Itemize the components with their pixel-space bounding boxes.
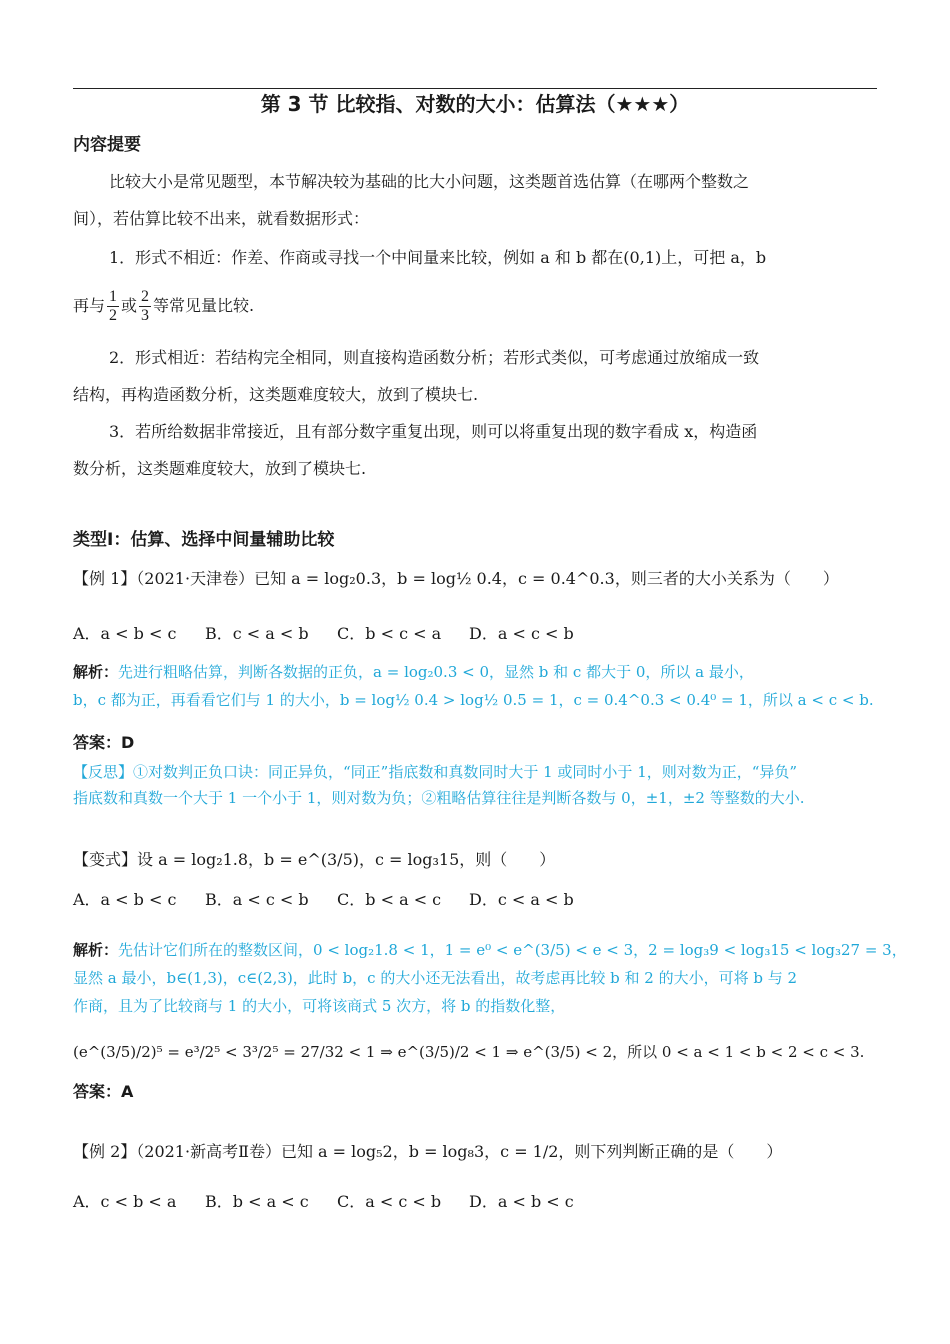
example2-options: [73, 1190, 877, 1214]
fraction-one-half: $\frac{1}{2}$: [109, 288, 118, 324]
summary-intro-2: 间），若估算比较不出来，就看数据形式：: [73, 209, 370, 228]
item1-pre: 再与: [73, 296, 106, 315]
summary-item3-line1: 3．若所给数据非常接近，且有部分数字重复出现，则可以将重复出现的数字看成 x，构造函: [109, 422, 758, 441]
summary-heading: 内容提要: [73, 135, 141, 155]
variant-options: [73, 888, 877, 912]
example1-option-b[interactable]: B．c < a < b: [205, 624, 309, 643]
example1-question: 【例 1】（2021·天津卷）已知 a = log₂0.3，b = log½ 0.4，c = 0.4^0.3，则三者的大小关系为（ ）: [73, 569, 839, 588]
example1-analysis-2: b，c 都为正，再看看它们与 1 的大小，b = log½ 0.4 > log½ 0.5 = 1，c = 0.4^0.3 < 0.4⁰ = 1，所以 a < c < b.: [73, 691, 874, 709]
summary-item2-line1: 2．形式相近：若结构完全相同，则直接构造函数分析；若形式类似，可考虑通过放缩成一致: [109, 348, 760, 367]
example2-option-c[interactable]: C．a < c < b: [337, 1192, 442, 1211]
variant-analysis-4: (e^(3/5)/2)⁵ = e³/2⁵ < 3³/2⁵ = 27/32 < 1 ⇒ e^(3/5)/2 < 1 ⇒ e^(3/5) < 2，所以 0 < a < 1 < b < 2 < c < 3.: [73, 1043, 865, 1061]
example1-answer: 答案：D: [73, 733, 135, 752]
variant-analysis-3: 作商，且为了比较商与 1 的大小，可将该商式 5 次方，将 b 的指数化整，: [73, 997, 566, 1015]
example1-options: [73, 622, 877, 646]
summary-item1-line1: 1．形式不相近：作差、作商或寻找一个中间量来比较，例如 a 和 b 都在(0,1)上，可把 a，b: [109, 248, 767, 267]
top-rule: [73, 88, 877, 89]
example1-reflection-1: 【反思】①对数判正负口诀：同正异负，“同正”指底数和真数同时大于 1 或同时小于 1，则对数为正，“异负”: [73, 763, 798, 781]
example2-option-d[interactable]: D．a < b < c: [469, 1192, 574, 1211]
analysis-label: 解析：: [73, 663, 119, 681]
item1-post: 等常见量比较.: [153, 296, 255, 315]
item1-mid: 或: [121, 296, 138, 315]
fraction-two-thirds: $\frac{2}{3}$: [141, 288, 150, 324]
example1-reflection-2: 指底数和真数一个大于 1 一个小于 1，则对数为负；②粗略估算往往是判断各数与 0，±1，±2 等整数的大小.: [73, 789, 805, 807]
summary-item1-line2: [73, 286, 877, 326]
variant-question: 【变式】设 a = log₂1.8，b = e^(3/5)，c = log₃15，则（ ）: [73, 850, 556, 869]
variant-option-c[interactable]: C．b < a < c: [337, 890, 442, 909]
variant-option-a[interactable]: A．a < b < c: [73, 890, 177, 909]
example1-option-c[interactable]: C．b < c < a: [337, 624, 442, 643]
summary-item2-line2: 结构，再构造函数分析，这类题难度较大，放到了模块七.: [73, 385, 479, 404]
example1-option-d[interactable]: D．a < c < b: [469, 624, 574, 643]
variant-analysis-2: 显然 a 最小，b∈(1,3)，c∈(2,3)，此时 b，c 的大小还无法看出，故考虑再比较 b 和 2 的大小，可将 b 与 2: [73, 969, 798, 987]
section-title: 第 3 节 比较指、对数的大小：估算法（★★★）: [260, 92, 690, 116]
example1-analysis-1: [73, 660, 877, 684]
variant-analysis-1: [73, 938, 907, 962]
variant-option-b[interactable]: B．a < c < b: [205, 890, 309, 909]
variant-option-d[interactable]: D．c < a < b: [469, 890, 574, 909]
example2-option-a[interactable]: A．c < b < a: [73, 1192, 177, 1211]
type1-heading: 类型Ⅰ：估算、选择中间量辅助比较: [73, 530, 335, 550]
variant-analysis-text: 先估计它们所在的整数区间，0 < log₂1.8 < 1，1 = e⁰ < e^(3/5) < e < 3，2 = log₃9 < log₃15 < log₃27 = 3，: [118, 941, 907, 959]
summary-item3-line2: 数分析，这类题难度较大，放到了模块七.: [73, 459, 367, 478]
example2-option-b[interactable]: B．b < a < c: [205, 1192, 309, 1211]
variant-answer: 答案：A: [73, 1082, 134, 1101]
summary-intro-1: 比较大小是常见题型，本节解决较为基础的比大小问题，这类题首选估算（在哪两个整数之: [109, 172, 750, 191]
analysis-text: 先进行粗略估算，判断各数据的正负，a = log₂0.3 < 0，显然 b 和 c 都大于 0，所以 a 最小，: [118, 663, 754, 681]
variant-analysis-label: 解析：: [73, 941, 119, 959]
example2-question: 【例 2】（2021·新高考Ⅱ卷）已知 a = log₅2，b = log₈3，c = 1/2，则下列判断正确的是（ ）: [73, 1142, 783, 1161]
example1-option-a[interactable]: A．a < b < c: [73, 624, 177, 643]
